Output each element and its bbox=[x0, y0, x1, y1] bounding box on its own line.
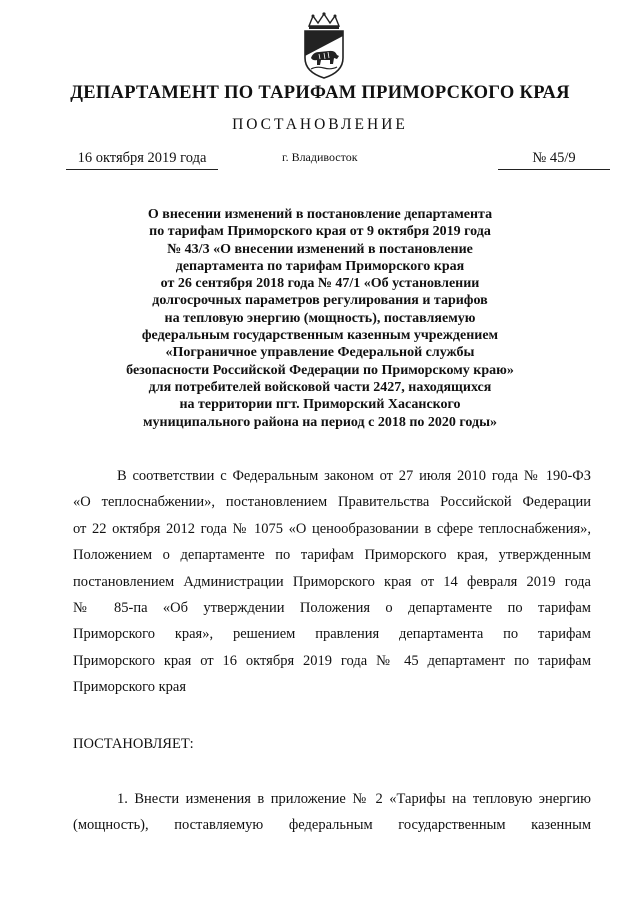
subject-line: № 43/3 «О внесении изменений в постановление bbox=[167, 241, 473, 257]
document-date: 16 октября 2019 года bbox=[66, 150, 218, 170]
subject-line: муниципального района на период с 2018 по 2020 годы» bbox=[142, 414, 498, 430]
subject-line: от 26 сентября 2018 года № 47/1 «Об установлении bbox=[160, 276, 480, 292]
preamble-line: Положением о департаменте по тарифам Приморского края, утвержденным bbox=[73, 547, 591, 564]
subject-line: для потребителей войсковой части 2427, находящихся bbox=[148, 379, 492, 395]
coat-of-arms-icon bbox=[299, 12, 349, 80]
document-type: ПОСТАНОВЛЕНИЕ bbox=[232, 116, 408, 133]
document-number: № 45/9 bbox=[498, 150, 610, 170]
subject-line: «Пограничное управление Федеральной службы bbox=[165, 345, 475, 361]
preamble-line: Приморского края bbox=[73, 679, 187, 696]
subject-line: департамента по тарифам Приморского края bbox=[175, 258, 465, 274]
item-line: 1. Внести изменения в приложение № 2 «Тарифы на тепловую энергию bbox=[117, 791, 591, 807]
preamble-paragraph bbox=[73, 463, 591, 701]
preamble-line: Приморского края от 16 октября 2019 года № 45 департамент по тарифам bbox=[73, 652, 591, 669]
preamble-line: Приморского края», решением правления департамента по тарифам bbox=[73, 626, 591, 643]
preamble-line: «О теплоснабжении», постановлением Правительства Российской Федерации bbox=[73, 494, 591, 511]
preamble-line: постановлением Администрации Приморского края от 14 февраля 2019 года bbox=[73, 573, 591, 590]
subject-line: федеральным государственным казенным учреждением bbox=[141, 328, 499, 344]
subject-line: О внесении изменений в постановление департамента bbox=[147, 207, 493, 222]
item-line: (мощность), поставляемую федеральным государственным казенным bbox=[73, 817, 591, 834]
preamble-line: В соответствии с Федеральным законом от 27 июля 2010 года № 190-ФЗ bbox=[117, 468, 591, 484]
department-title: ДЕПАРТАМЕНТ ПО ТАРИФАМ ПРИМОРСКОГО КРАЯ bbox=[70, 83, 570, 103]
subject-line: по тарифам Приморского края от 9 октября 2019 года bbox=[149, 224, 491, 240]
preamble-line: № 85-па «Об утверждении Положения о департаменте по тарифам bbox=[73, 599, 591, 616]
preamble-line: от 22 октября 2012 года № 1075 «О ценообразовании в сфере теплоснабжения», bbox=[73, 520, 591, 537]
document-subject bbox=[80, 206, 560, 431]
subject-line: на территории пгт. Приморский Хасанского bbox=[179, 397, 461, 413]
decree-word: ПОСТАНОВЛЯЕТ: bbox=[73, 736, 194, 752]
subject-line: безопасности Российской Федерации по Приморскому краю» bbox=[126, 362, 514, 378]
item-1-paragraph bbox=[73, 786, 591, 839]
document-city: г. Владивосток bbox=[282, 150, 358, 164]
subject-line: на тепловую энергию (мощность), поставляемую bbox=[164, 310, 476, 326]
subject-line: долгосрочных параметров регулирования и тарифов bbox=[152, 293, 488, 309]
